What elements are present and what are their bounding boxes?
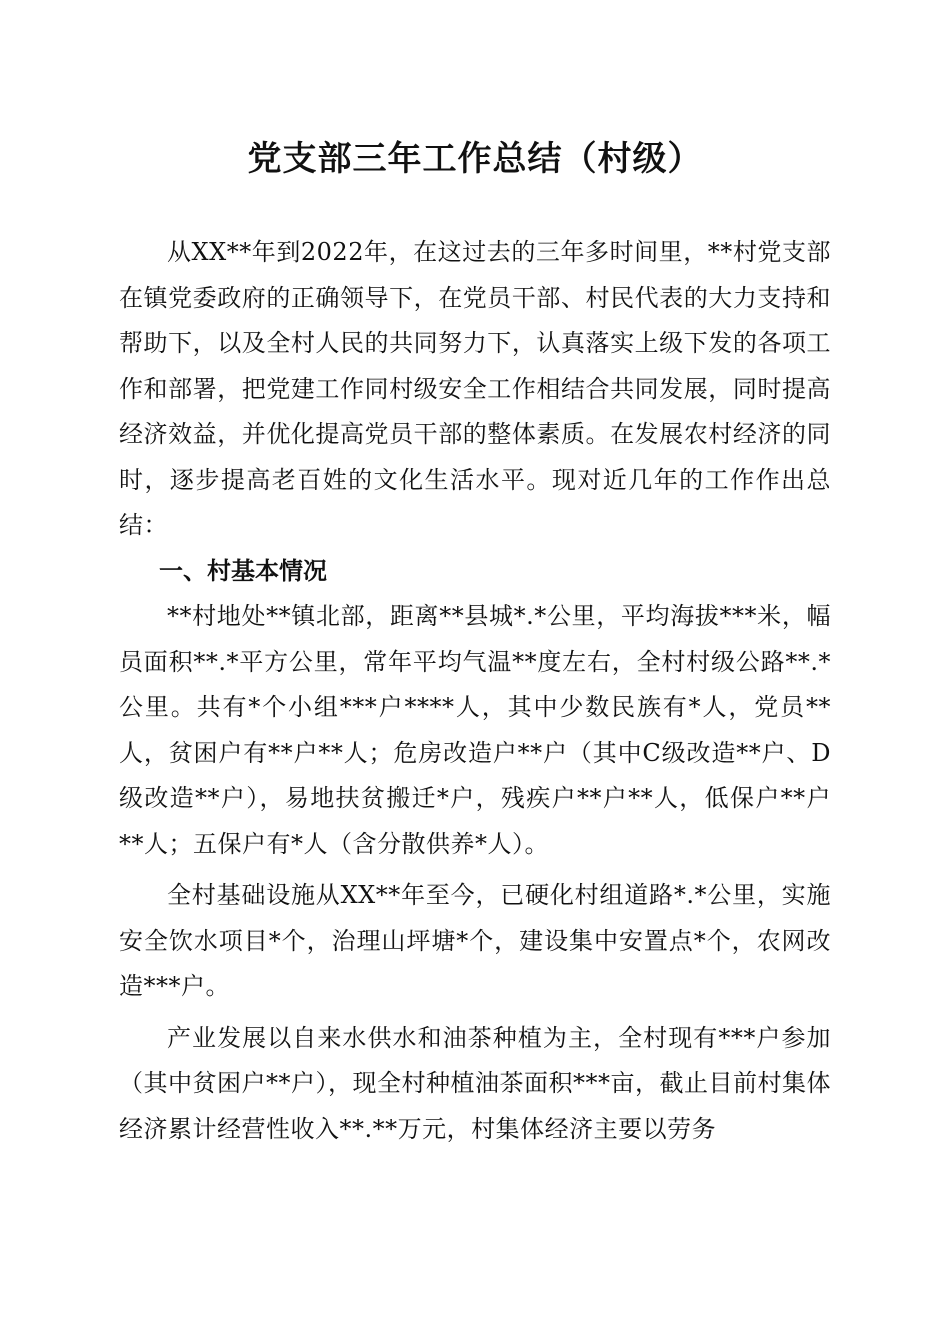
document-title: 党支部三年工作总结（村级） [247, 139, 703, 179]
section-heading-basic-info: 一、村基本情况 [159, 556, 327, 585]
intro-paragraph: 从XX**年到2022年，在这过去的三年多时间里，**村党支部在镇党委政府的正确领导下，在党员干部、村民代表的大力支持和帮助下，以及全村人民的共同努力下，认真落实上级下发的各项工作和部署，把党建工作同村级安全工作相结合共同发展，同时提高经济效益，并优化提高党员干部的整体素质。在发展农村经济的同时，逐步提高老百姓的文化生活水平。现对近几年的工作作出总结： [119, 238, 831, 539]
document-body [119, 230, 831, 1152]
paragraph-industry: 产业发展以自来水供水和油茶种植为主，全村现有***户参加（其中贫困户**户），现全村种植油茶面积***亩，截止目前村集体经济累计经营性收入**.**万元，村集体经济主要以劳务 [119, 1023, 831, 1143]
paragraph-village-overview: **村地处**镇北部，距离**县城*.*公里，平均海拔***米，幅员面积**.*平方公里，常年平均气温**度左右，全村村级公路**.*公里。共有*个小组***户****人，其中少数民族有*人，党员**人，贫困户有**户**人；危房改造户**户（其中C级改造**户、D级改造**户），易地扶贫搬迁*户，残疾户**户**人，低保户**户**人；五保户有*人（含分散供养*人）。 [119, 602, 831, 858]
paragraph-infrastructure: 全村基础设施从XX**年至今，已硬化村组道路*.*公里，实施安全饮水项目*个，治理山坪塘*个，建设集中安置点*个，农网改造***户。 [119, 881, 831, 1000]
